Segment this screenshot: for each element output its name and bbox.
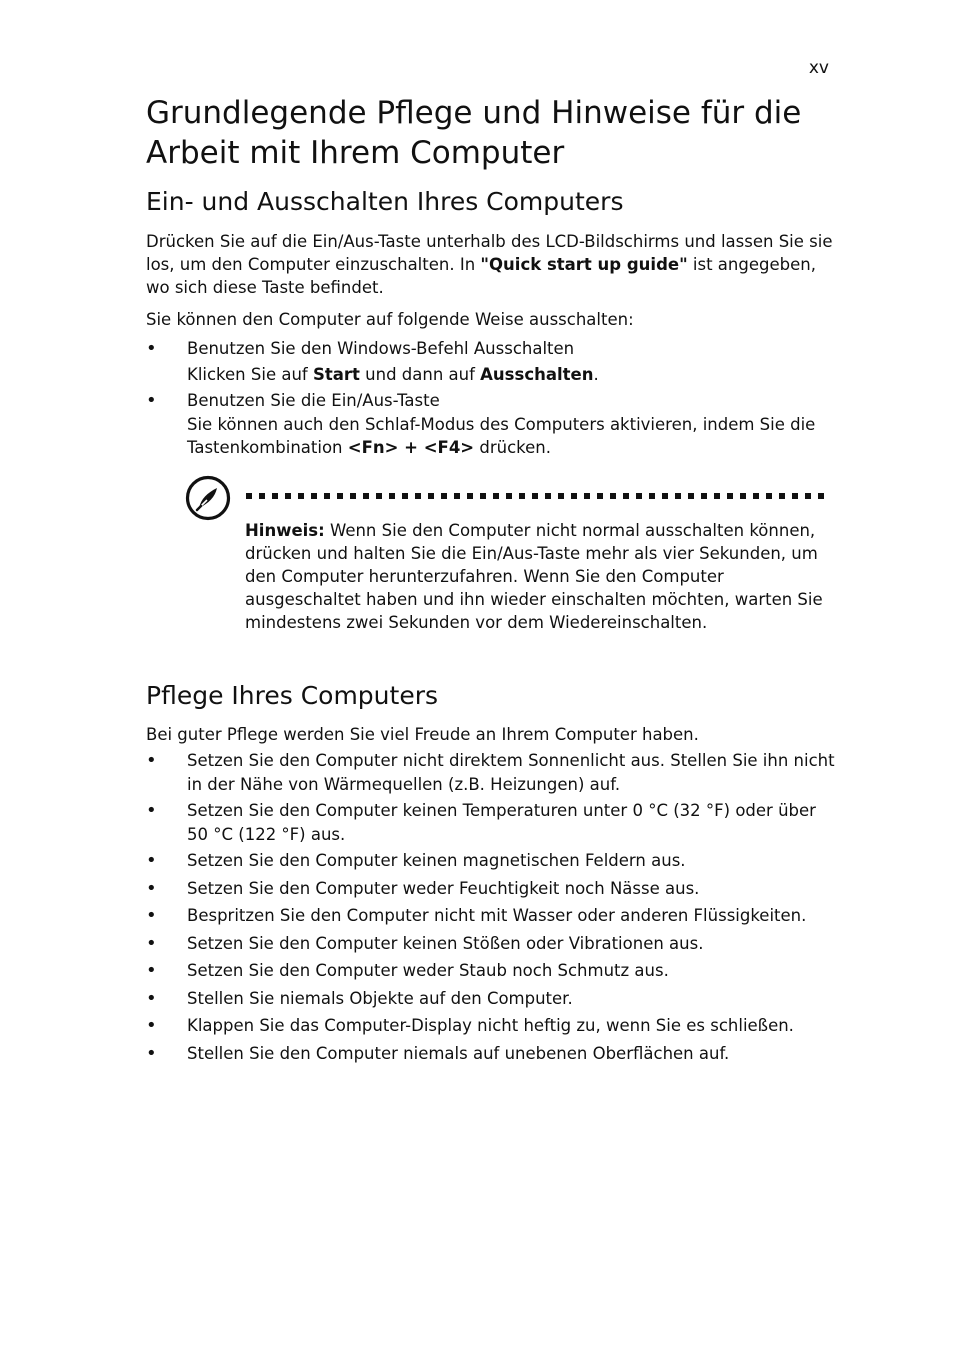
page-title-block	[146, 93, 836, 173]
shutdown-list	[146, 337, 836, 361]
page-title: Grundlegende Pflege und Hinweise für die Arbeit mit Ihrem Computer	[146, 95, 802, 171]
bullet-text: Benutzen Sie den Windows-Befehl Ausschalten	[187, 339, 575, 358]
list-item: • Setzen Sie den Computer keinen Temperaturen unter 0 °C (32 °F) oder über 50 °C (122 °F) aus.	[146, 799, 836, 846]
power-text-a: Drücken Sie auf die Ein/Aus-Taste unterhalb des LCD-Bildschirms und lassen Sie sie los, um den Computer einzuschalten. In	[146, 232, 833, 274]
list-item: • Bespritzen Sie den Computer nicht mit Wasser oder anderen Flüssigkeiten.	[146, 904, 836, 928]
bullet-subtext	[146, 363, 836, 386]
note-text: Wenn Sie den Computer nicht normal ausschalten können, drücken und halten Sie die Ein/Aus-Taste mehr als vier Sekunden, um den Computer herunterzufahren. Wenn Sie den Computer ausgeschaltet haben und ihn wieder einschalten möchten, warten Sie mindestens zwei Sekunden vor dem Wiedereinschalten.	[245, 521, 823, 632]
key-combination: <Fn> + <F4>	[347, 438, 475, 457]
shutdown-intro: Sie können den Computer auf folgende Weise ausschalten:	[146, 310, 634, 329]
power-paragraph	[146, 230, 836, 299]
shutdown-keyword: Ausschalten	[480, 364, 594, 384]
note-label: Hinweis:	[245, 521, 325, 540]
start-keyword: Start	[312, 364, 360, 384]
section-heading-care: Pflege Ihres Computers	[146, 681, 439, 710]
power-text-b: ist angegeben, wo sich diese Taste befindet.	[146, 255, 816, 297]
sub-text: drücken.	[474, 438, 551, 457]
list-item: • Setzen Sie den Computer weder Staub noch Schmutz aus.	[146, 959, 836, 983]
bullet-subtext	[146, 413, 836, 459]
shutdown-list-2	[146, 389, 836, 413]
note-icon	[185, 475, 231, 521]
list-item: • Setzen Sie den Computer keinen Stößen oder Vibrationen aus.	[146, 932, 836, 956]
list-item: • Setzen Sie den Computer nicht direktem Sonnenlicht aus. Stellen Sie ihn nicht in der Nähe von Wärmequellen (z.B. Heizungen) auf.	[146, 749, 836, 796]
section-heading-power: Ein- und Ausschalten Ihres Computers	[146, 187, 624, 216]
bullet-text: Benutzen Sie die Ein/Aus-Taste	[187, 390, 440, 410]
section-care	[146, 680, 836, 1065]
list-item: • Stellen Sie den Computer niemals auf unebenen Oberflächen auf.	[146, 1042, 836, 1066]
list-item	[146, 389, 836, 413]
sub-text: Klicken Sie auf	[187, 364, 313, 384]
note-box	[245, 519, 830, 634]
list-item: • Stellen Sie niemals Objekte auf den Computer.	[146, 987, 836, 1011]
guide-reference: "Quick start up guide"	[480, 255, 688, 274]
list-item: • Klappen Sie das Computer-Display nicht heftig zu, wenn Sie es schließen.	[146, 1014, 836, 1038]
sub-text: .	[593, 364, 599, 384]
sub-text: und dann auf	[359, 364, 481, 384]
care-intro: Bei guter Pflege werden Sie viel Freude an Ihrem Computer haben.	[146, 725, 699, 744]
care-list	[146, 749, 836, 1065]
list-item	[146, 337, 836, 361]
list-item: • Setzen Sie den Computer weder Feuchtigkeit noch Nässe aus.	[146, 877, 836, 901]
page-number: xv	[808, 58, 829, 78]
list-item: • Setzen Sie den Computer keinen magnetischen Feldern aus.	[146, 849, 836, 873]
note-paragraph	[245, 519, 830, 634]
sub-text: Sie können auch den Schlaf-Modus des Computers aktivieren, indem Sie die Tastenkombination	[187, 415, 816, 457]
note-divider	[246, 493, 830, 499]
section-power	[146, 186, 836, 459]
